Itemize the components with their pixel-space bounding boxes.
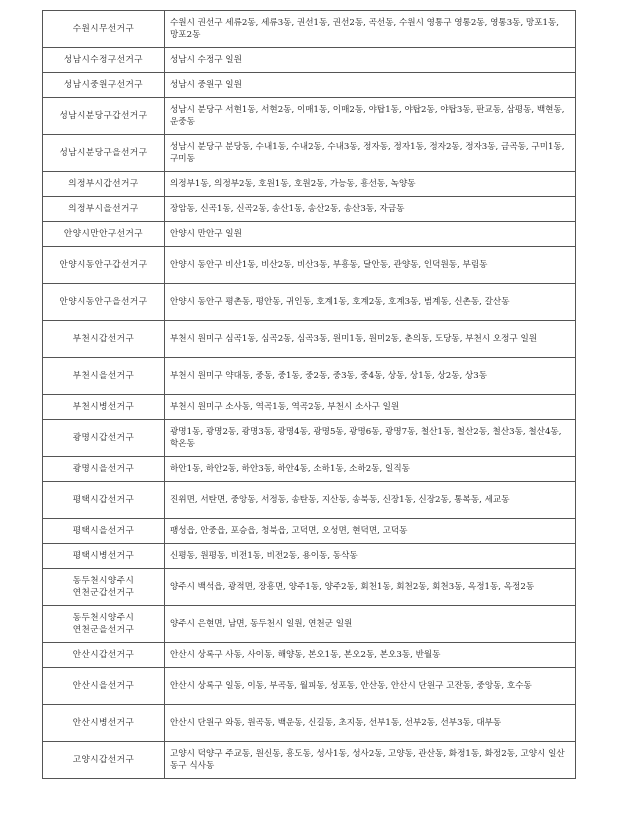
district-table-body — [43, 11, 576, 779]
district-name: 성남시수정구선거구 — [43, 48, 165, 73]
district-areas: 팽성읍, 안중읍, 포승읍, 청북읍, 고덕면, 오성면, 현덕면, 고덕동 — [165, 519, 576, 544]
table-row — [43, 172, 576, 197]
table-row — [43, 73, 576, 98]
electoral-district-table — [42, 10, 576, 779]
district-name — [43, 569, 165, 606]
district-name: 성남시분당구갑선거구 — [43, 98, 165, 135]
table-row — [43, 395, 576, 420]
table-row — [43, 668, 576, 705]
district-areas: 안산시 상록구 사동, 사이동, 해양동, 본오1동, 본오2동, 본오3동, 반월동 — [165, 643, 576, 668]
table-row — [43, 358, 576, 395]
table-row — [43, 519, 576, 544]
table-row — [43, 742, 576, 779]
district-name: 고양시갑선거구 — [43, 742, 165, 779]
table-row — [43, 643, 576, 668]
district-areas: 안양시 만안구 일원 — [165, 222, 576, 247]
table-row — [43, 247, 576, 284]
table-row — [43, 98, 576, 135]
district-name: 평택시갑선거구 — [43, 482, 165, 519]
district-name: 안양시동안구갑선거구 — [43, 247, 165, 284]
district-name-line2: 연천군을선거구 — [72, 625, 135, 635]
district-areas: 안산시 상록구 일동, 이동, 부곡동, 월피동, 성포동, 안산동, 안산시 단원구 고잔동, 중앙동, 호수동 — [165, 668, 576, 705]
district-name: 광명시갑선거구 — [43, 420, 165, 457]
table-row — [43, 482, 576, 519]
district-areas: 안양시 동안구 비산1동, 비산2동, 비산3동, 부흥동, 달안동, 관양동, 인덕원동, 부림동 — [165, 247, 576, 284]
table-row — [43, 11, 576, 48]
district-areas: 신평동, 원평동, 비전1동, 비전2동, 용이동, 동삭동 — [165, 544, 576, 569]
table-row — [43, 606, 576, 643]
table-row — [43, 135, 576, 172]
district-name: 안양시만안구선거구 — [43, 222, 165, 247]
district-name: 평택시을선거구 — [43, 519, 165, 544]
district-areas: 장암동, 신곡1동, 신곡2동, 송산1동, 송산2동, 송산3동, 자금동 — [165, 197, 576, 222]
district-name: 의정부시갑선거구 — [43, 172, 165, 197]
table-row — [43, 48, 576, 73]
district-name: 광명시을선거구 — [43, 457, 165, 482]
district-name: 평택시병선거구 — [43, 544, 165, 569]
table-row — [43, 457, 576, 482]
district-areas: 안산시 단원구 와동, 원곡동, 백운동, 신길동, 초지동, 선부1동, 선부2동, 선부3동, 대부동 — [165, 705, 576, 742]
table-row — [43, 321, 576, 358]
district-name: 안산시갑선거구 — [43, 643, 165, 668]
table-row — [43, 420, 576, 457]
table-row — [43, 705, 576, 742]
district-areas: 성남시 수정구 일원 — [165, 48, 576, 73]
district-areas: 진위면, 서탄면, 중앙동, 서정동, 송탄동, 지산동, 송북동, 신장1동, 신장2동, 통복동, 세교동 — [165, 482, 576, 519]
district-areas: 부천시 원미구 소사동, 역곡1동, 역곡2동, 부천시 소사구 일원 — [165, 395, 576, 420]
district-areas: 의정부1동, 의정부2동, 호원1동, 호원2동, 가능동, 흥선동, 녹양동 — [165, 172, 576, 197]
district-name: 부천시병선거구 — [43, 395, 165, 420]
district-areas: 성남시 중원구 일원 — [165, 73, 576, 98]
district-name-line2: 연천군갑선거구 — [72, 588, 135, 598]
district-name: 성남시분당구을선거구 — [43, 135, 165, 172]
district-areas: 하안1동, 하안2동, 하안3동, 하안4동, 소하1동, 소하2동, 일직동 — [165, 457, 576, 482]
district-areas: 수원시 권선구 세류2동, 세류3동, 권선1동, 권선2동, 곡선동, 수원시 영통구 영통2동, 영통3동, 망포1동, 망포2동 — [165, 11, 576, 48]
district-name: 안양시동안구을선거구 — [43, 284, 165, 321]
table-row — [43, 569, 576, 606]
district-name — [43, 606, 165, 643]
table-row — [43, 284, 576, 321]
district-name: 수원시무선거구 — [43, 11, 165, 48]
district-areas: 부천시 원미구 약대동, 중동, 중1동, 중2동, 중3동, 중4동, 상동, 상1동, 상2동, 상3동 — [165, 358, 576, 395]
table-row — [43, 197, 576, 222]
district-name: 안산시병선거구 — [43, 705, 165, 742]
district-name: 의정부시을선거구 — [43, 197, 165, 222]
district-name: 부천시을선거구 — [43, 358, 165, 395]
district-name: 성남시중원구선거구 — [43, 73, 165, 98]
district-table-page — [42, 10, 576, 779]
district-areas: 양주시 은현면, 남면, 동두천시 일원, 연천군 일원 — [165, 606, 576, 643]
district-areas: 성남시 분당구 서현1동, 서현2동, 이매1동, 이매2동, 야탑1동, 야탑2동, 야탑3동, 판교동, 삼평동, 백현동, 운중동 — [165, 98, 576, 135]
district-name-line1: 동두천시양주시 — [72, 575, 135, 586]
district-areas: 고양시 덕양구 주교동, 원신동, 흥도동, 성사1동, 성사2동, 고양동, 관산동, 화정1동, 화정2동, 고양시 일산동구 식사동 — [165, 742, 576, 779]
district-name: 부천시갑선거구 — [43, 321, 165, 358]
district-areas: 부천시 원미구 심곡1동, 심곡2동, 심곡3동, 원미1동, 원미2동, 춘의동, 도당동, 부천시 오정구 일원 — [165, 321, 576, 358]
district-areas: 광명1동, 광명2동, 광명3동, 광명4동, 광명5동, 광명6동, 광명7동, 철산1동, 철산2동, 철산3동, 철산4동, 학온동 — [165, 420, 576, 457]
district-name-line1: 동두천시양주시 — [72, 612, 135, 623]
district-areas: 성남시 분당구 분당동, 수내1동, 수내2동, 수내3동, 정자동, 정자1동, 정자2동, 정자3동, 금곡동, 구미1동, 구미동 — [165, 135, 576, 172]
district-areas: 안양시 동안구 평촌동, 평안동, 귀인동, 호계1동, 호계2동, 호계3동, 범계동, 신촌동, 갈산동 — [165, 284, 576, 321]
table-row — [43, 544, 576, 569]
district-areas: 양주시 백석읍, 광적면, 장흥면, 양주1동, 양주2동, 회천1동, 회천2동, 회천3동, 옥정1동, 옥정2동 — [165, 569, 576, 606]
table-row — [43, 222, 576, 247]
district-name: 안산시을선거구 — [43, 668, 165, 705]
